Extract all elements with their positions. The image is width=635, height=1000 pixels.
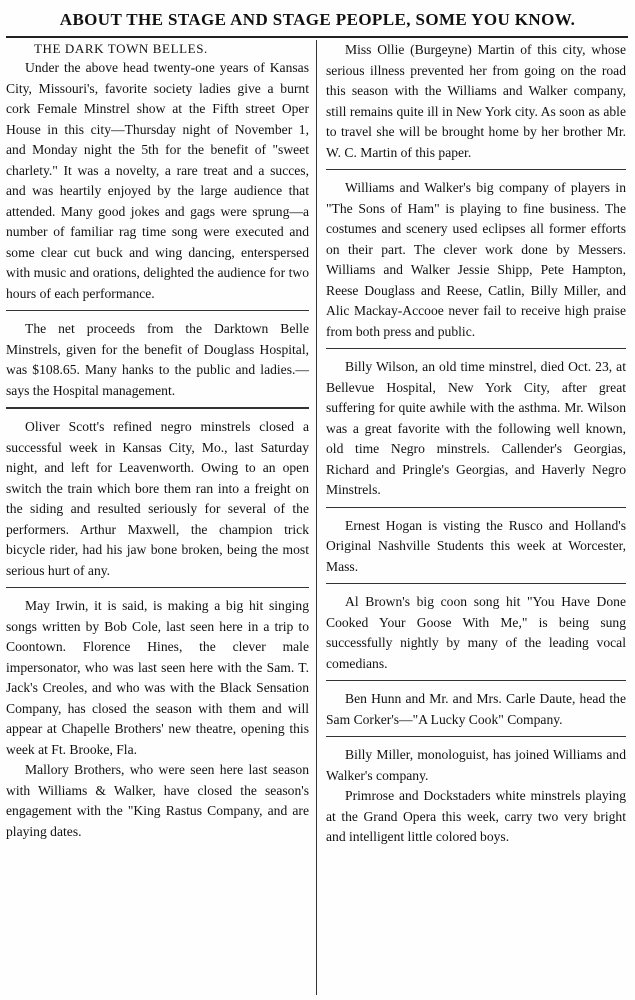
article-text: Ben Hunn and Mr. and Mrs. Carle Daute, head the Sam Corker's—"A Lucky Cook" Company. bbox=[326, 691, 626, 727]
article-separator bbox=[6, 587, 309, 588]
article-text: Billy Miller, monologuist, has joined Williams and Walker's company. bbox=[326, 747, 626, 783]
article-text: Al Brown's big coon song hit "You Have Done Cooked Your Goose With Me," is being sung successfully nightly by many of the leading vocal comedians. bbox=[326, 594, 626, 671]
left-column bbox=[6, 40, 309, 842]
article-oliver-scott bbox=[6, 417, 309, 581]
headline-rule bbox=[6, 36, 628, 38]
article-text: Primrose and Dockstaders white minstrels playing at the Grand Opera this week, carry two very bright and intelligent little colored boys. bbox=[326, 788, 626, 844]
article-primrose-dockstader bbox=[326, 786, 626, 848]
article-text: May Irwin, it is said, is making a big hit singing songs written by Bob Cole, last seen here in a trip to Coontown. Florence Hines, the clever male impersonator, who was last seen here with the Sam. T. Jack's Creoles, and who was with the Black Sensation Company, has closed the season with them and will appear at Chapelle Brothers' new theatre, opening this week at Ft. Brooke, Fla. bbox=[6, 598, 309, 757]
article-mallory-brothers bbox=[6, 760, 309, 842]
article-text: Ernest Hogan is visting the Rusco and Holland's Original Nashville Students this week at Worcester, Mass. bbox=[326, 517, 626, 574]
article-separator bbox=[326, 583, 626, 584]
article-separator bbox=[326, 507, 626, 508]
article-williams-walker bbox=[326, 178, 626, 342]
article-text: Oliver Scott's refined negro minstrels closed a successful week in Kansas City, Mo., last Saturday night, and left for Leavenworth. Owing to an open switch the train which bore them ran into a freight on the siding and resulted seriously for several of the performers. Arthur Maxwell, the champion trick bicycle rider, had his jaw bone broken, being the most serious hurt of any. bbox=[6, 419, 309, 578]
column-divider bbox=[316, 40, 317, 995]
article-separator bbox=[326, 680, 626, 681]
article-may-irwin bbox=[6, 596, 309, 760]
article-darktown-belles bbox=[6, 40, 309, 304]
page-headline: ABOUT THE STAGE AND STAGE PEOPLE, SOME YOU KNOW. bbox=[59, 10, 576, 29]
article-text: Williams and Walker's big company of players in "The Sons of Ham" is playing to fine business. The costumes and scenery used eclipses all former efforts on their part. The clever work done by Messers. Williams and Walker Jessie Shipp, Pete Hampton, Reese Douglass and Reese, Catlin, Billy Miller, and Alic Mackay-Accooe never fail to receive high praise from both press and public. bbox=[326, 180, 626, 339]
article-ollie-martin bbox=[326, 40, 626, 163]
right-column bbox=[326, 40, 626, 848]
article-separator bbox=[326, 169, 626, 170]
article-text: The net proceeds from the Darktown Belle Minstrels, given for the benefit of Douglass Hospital, was $108.65. Many hanks to the public and ladies.—says the Hospital management. bbox=[6, 321, 309, 398]
article-billy-miller bbox=[326, 745, 626, 786]
article-text: Billy Wilson, an old time minstrel, died Oct. 23, at Bellevue Hospital, New York City, after great suffering for quite awhile with the asthma. Mr. Wilson was a great favorite with the following well known, old time Negro minstrels. Callender's Georgias, Richard and Pringle's Georgias, and Haverly Negro Minstrels. bbox=[326, 359, 626, 497]
article-al-brown bbox=[326, 592, 626, 674]
article-billy-wilson bbox=[326, 357, 626, 501]
article-subhead: THE DARK TOWN BELLES. bbox=[34, 41, 208, 56]
article-net-proceeds bbox=[6, 319, 309, 401]
article-ben-hunn bbox=[326, 689, 626, 730]
article-ernest-hogan bbox=[326, 516, 626, 578]
article-text: Under the above head twenty-one years of Kansas City, Missouri's, favorite society ladies give a burnt cork Female Minstrel show at the Fifth street Oper House in this city—Thursday night of November 1, and Monday night the 5th for the benefit of "sweet charlety." It was a novelty, a rare treat and a succes, and was heartily enjoyed by the large audience that attended. Many good jokes and gags were sprung—a number of familiar rag time song were executed and some clear cut buck and wing dancing, enterspersed with music and orations, delighted the audience for two hours of each performance. bbox=[6, 60, 309, 301]
article-text: Mallory Brothers, who were seen here last season with Williams & Walker, have closed the season's engagement with the "King Rastus Company, and are playing dates. bbox=[6, 762, 309, 839]
article-separator bbox=[6, 407, 309, 409]
article-separator bbox=[6, 310, 309, 311]
article-text: Miss Ollie (Burgeyne) Martin of this city, whose serious illness prevented her from going on the road this season with the Williams and Walker company, still remains quite ill in New York city. As soon as able to travel she will be brought home by her brother Mr. W. C. Martin of this paper. bbox=[326, 42, 626, 160]
article-separator bbox=[326, 348, 626, 349]
article-separator bbox=[326, 736, 626, 737]
